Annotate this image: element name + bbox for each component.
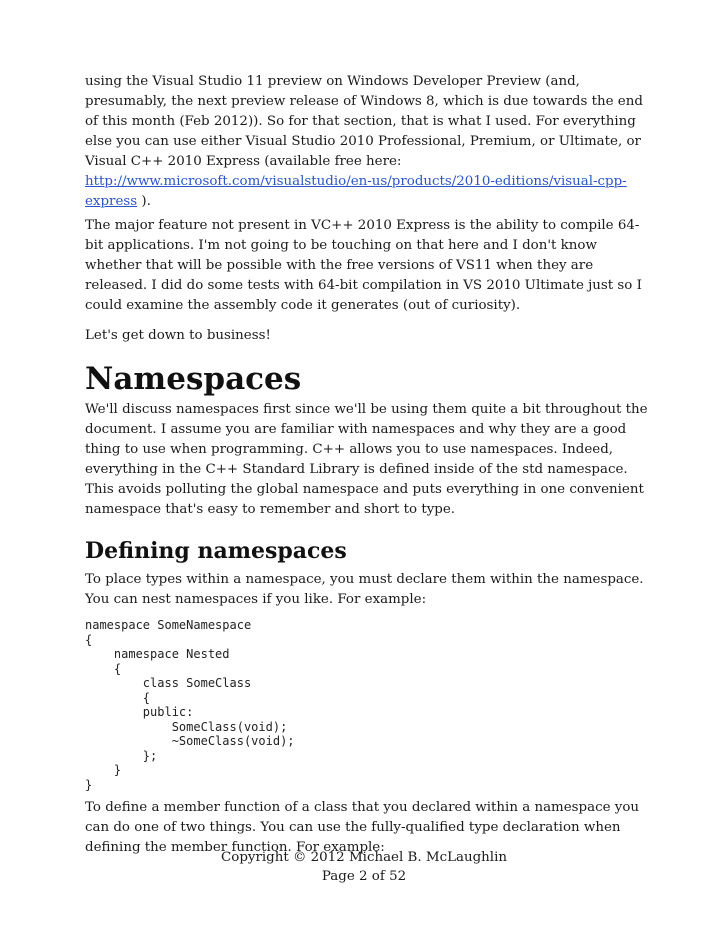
paragraph-visual-studio-versions xyxy=(85,72,650,209)
paragraph-express-limitations: The major feature not present in VC++ 2010 Express is the ability to compile 64-bit applications. I'm not going to be touching on that here and I don't know whether that will be possible with the free versions of VS11 when they are released. I did do some tests with 64-bit compilation in VS 2010 Ultimate just so I could examine the assembly code it generates (out of curiosity). xyxy=(85,218,642,313)
defining-namespaces-heading: Defining namespaces xyxy=(85,538,347,564)
member-function-paragraph: To define a member function of a class that you declared within a namespace you can do one of two things. You can use the fully-qualified type declaration when defining the member function. For example: xyxy=(85,800,640,855)
page-number: Page 2 of 52 xyxy=(321,869,407,884)
namespaces-heading: Namespaces xyxy=(85,361,302,397)
code-sample: namespace SomeNamespace { namespace Nested { class SomeClass { public: SomeClass(void); ~SomeClass(void); }; } } xyxy=(85,618,295,792)
copyright-notice: Copyright © 2012 Michael B. McLaughlin xyxy=(221,850,507,865)
paragraph-text: using the Visual Studio 11 preview on Windows Developer Preview (and, presumably, the next preview release of Windows 8, which is due towards the end of this month (Feb 2012)). So for that section, that is what I used. For everything else you can use either Visual Studio 2010 Professional, Premium, or Ultimate, or Visual C++ 2010 Express (available free here: xyxy=(85,74,643,169)
page-content xyxy=(85,72,650,858)
paragraph-get-down-to-business: Let's get down to business! xyxy=(85,328,271,343)
defining-namespaces-paragraph: To place types within a namespace, you must declare them within the namespace. You can nest namespaces if you like. For example: xyxy=(85,572,644,607)
paragraph-text-end: ). xyxy=(137,194,151,209)
visual-cpp-express-link[interactable]: http://www.microsoft.com/visualstudio/en-us/products/2010-editions/visual-cpp-express xyxy=(85,174,627,209)
namespaces-intro-paragraph: We'll discuss namespaces first since we'll be using them quite a bit throughout the document. I assume you are familiar with namespaces and why they are a good thing to use when programming. C++ allows you to use namespaces. Indeed, everything in the C++ Standard Library is defined inside of the std namespace. This avoids polluting the global namespace and puts everything in one convenient namespace that's easy to remember and short to type. xyxy=(85,402,648,517)
